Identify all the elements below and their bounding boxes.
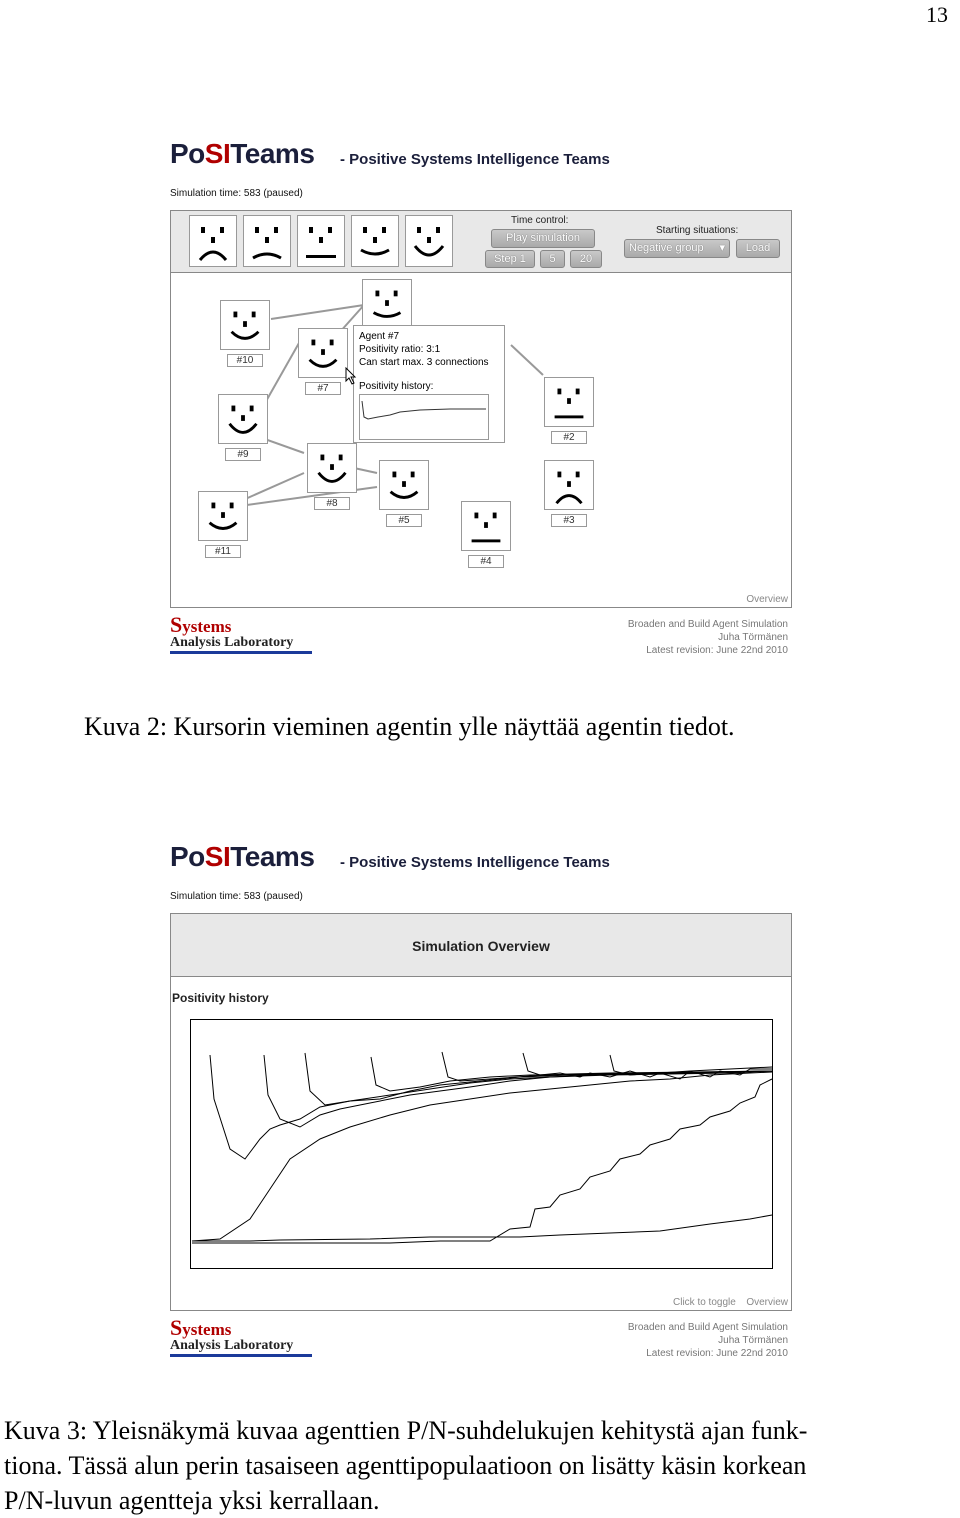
- dropdown-arrow-icon: ▾: [719, 242, 725, 254]
- positivity-history-chart[interactable]: [190, 1019, 774, 1271]
- figure-2-caption: Kuva 2: Kursorin vieminen agentin ylle näyttää agentin tiedot.: [84, 712, 735, 741]
- very-sad-face-icon: [190, 216, 236, 266]
- very-sad-face-icon: [545, 461, 593, 509]
- face-button-very-happy[interactable]: [405, 215, 453, 267]
- agent-label: #11: [205, 545, 241, 558]
- agent-node[interactable]: [461, 501, 511, 568]
- agent-node[interactable]: [544, 377, 594, 444]
- agent-node[interactable]: [298, 328, 348, 395]
- agent-label: #9: [225, 448, 261, 461]
- app-subtitle: - Positive Systems Intelligence Teams: [340, 854, 610, 871]
- sal-logo: [170, 612, 312, 654]
- step-5-button[interactable]: 5: [540, 250, 565, 268]
- agent-face: [544, 377, 594, 427]
- app-title: PoSITeams: [170, 138, 315, 169]
- agent-label: #10: [227, 354, 263, 367]
- agent-node[interactable]: [218, 394, 268, 461]
- simulation-time: Simulation time: 583 (paused): [170, 891, 303, 902]
- step-20-button[interactable]: 20: [570, 250, 602, 268]
- logo-analysis-laboratory: Analysis Laboratory: [170, 635, 294, 650]
- figure-2-screenshot: [170, 138, 800, 668]
- logo-underline: [170, 1354, 312, 1357]
- toolbar: [171, 211, 791, 273]
- agent-tooltip: [353, 325, 505, 443]
- page-number: 13: [926, 2, 948, 27]
- app-subtitle: - Positive Systems Intelligence Teams: [340, 151, 610, 168]
- logo-analysis-laboratory: Analysis Laboratory: [170, 1338, 294, 1353]
- footer-info: [528, 1321, 788, 1360]
- sad-face-icon: [244, 216, 290, 266]
- agent-node[interactable]: [307, 443, 357, 510]
- play-simulation-button[interactable]: Play simulation: [491, 229, 595, 248]
- face-button-happy[interactable]: [351, 215, 399, 267]
- footer-line: Juha Törmänen: [718, 632, 788, 643]
- caption-line: Kuva 3: Yleisnäkymä kuvaa agenttien P/N-suhdelukujen kehitystä ajan funk-: [4, 1416, 808, 1445]
- footer-info: [528, 618, 788, 657]
- tooltip-connections: Can start max. 3 connections: [359, 357, 489, 368]
- logo-systems: Systems: [170, 1315, 232, 1340]
- very-happy-face-icon: [219, 395, 267, 443]
- app-title: PoSITeams: [170, 841, 315, 872]
- tooltip-history-label: Positivity history:: [359, 381, 434, 392]
- overview-header: [171, 914, 791, 977]
- agent-face: [379, 460, 429, 510]
- sal-logo: [170, 1315, 312, 1357]
- time-control-label: Time control:: [511, 215, 569, 226]
- figure-3-screenshot: [170, 841, 800, 1371]
- tooltip-agent: Agent #7: [359, 331, 400, 342]
- caption-line: tiona. Tässä alun perin tasaiseen agenttipopulaatioon on lisätty käsin korkean: [4, 1451, 807, 1480]
- agent-node[interactable]: [362, 279, 412, 329]
- overview-title: Simulation Overview: [412, 938, 550, 954]
- agent-face: [218, 394, 268, 444]
- mouse-cursor-icon: [345, 367, 357, 385]
- caption-line: P/N-luvun agentteja yksi kerrallaan.: [4, 1486, 380, 1515]
- positivity-history-label: Positivity history: [172, 991, 269, 1005]
- click-to-toggle[interactable]: Click to toggle: [673, 1297, 736, 1308]
- happy-face-icon: [352, 216, 398, 266]
- happy-face-icon: [363, 280, 411, 328]
- footer-line: Latest revision: June 22nd 2010: [646, 645, 788, 656]
- step-1-button[interactable]: Step 1: [485, 250, 535, 268]
- agent-face: [461, 501, 511, 551]
- agent-node[interactable]: [198, 491, 248, 558]
- starting-situations-label: Starting situations:: [656, 225, 739, 236]
- face-button-neutral[interactable]: [297, 215, 345, 267]
- face-button-very-sad[interactable]: [189, 215, 237, 267]
- agent-label: #3: [551, 514, 587, 527]
- agent-label: #7: [305, 382, 341, 395]
- agent-label: #5: [386, 514, 422, 527]
- load-button[interactable]: Load: [736, 239, 780, 258]
- agent-label: #2: [551, 431, 587, 444]
- starting-situation-select[interactable]: Negative group ▾: [624, 239, 730, 258]
- agent-face: [544, 460, 594, 510]
- simulation-time: Simulation time: 583 (paused): [170, 188, 303, 199]
- neutral-face-icon: [462, 502, 510, 550]
- simulation-panel: [170, 210, 792, 608]
- footer-line: Latest revision: June 22nd 2010: [646, 1348, 788, 1359]
- agent-label: #4: [468, 555, 504, 568]
- tooltip-history-chart: [359, 394, 489, 440]
- neutral-face-icon: [545, 378, 593, 426]
- footer-line: Broaden and Build Agent Simulation: [627, 1322, 788, 1333]
- neutral-face-icon: [298, 216, 344, 266]
- agent-face: [362, 279, 412, 329]
- logo-systems: Systems: [170, 612, 232, 637]
- agent-face: [307, 443, 357, 493]
- figure-3-caption: [4, 1413, 956, 1518]
- tooltip-ratio: Positivity ratio: 3:1: [359, 344, 441, 355]
- face-button-sad[interactable]: [243, 215, 291, 267]
- logo-underline: [170, 651, 312, 654]
- overview-link[interactable]: Overview: [746, 1297, 788, 1308]
- footer-line: Broaden and Build Agent Simulation: [627, 619, 788, 630]
- agent-node[interactable]: [220, 300, 270, 367]
- happy-face-icon: [221, 301, 269, 349]
- agent-node[interactable]: [379, 460, 429, 527]
- agent-node[interactable]: [544, 460, 594, 527]
- very-happy-face-icon: [308, 444, 356, 492]
- footer-line: Juha Törmänen: [718, 1335, 788, 1346]
- agent-face: [198, 491, 248, 541]
- agent-face: [220, 300, 270, 350]
- agent-face: [298, 328, 348, 378]
- overview-link[interactable]: Overview: [746, 594, 788, 605]
- happy-face-icon: [299, 329, 347, 377]
- overview-panel: [170, 913, 792, 1311]
- happy-face-icon: [199, 492, 247, 540]
- happy-face-icon: [380, 461, 428, 509]
- very-happy-face-icon: [406, 216, 452, 266]
- agent-label: #8: [314, 497, 350, 510]
